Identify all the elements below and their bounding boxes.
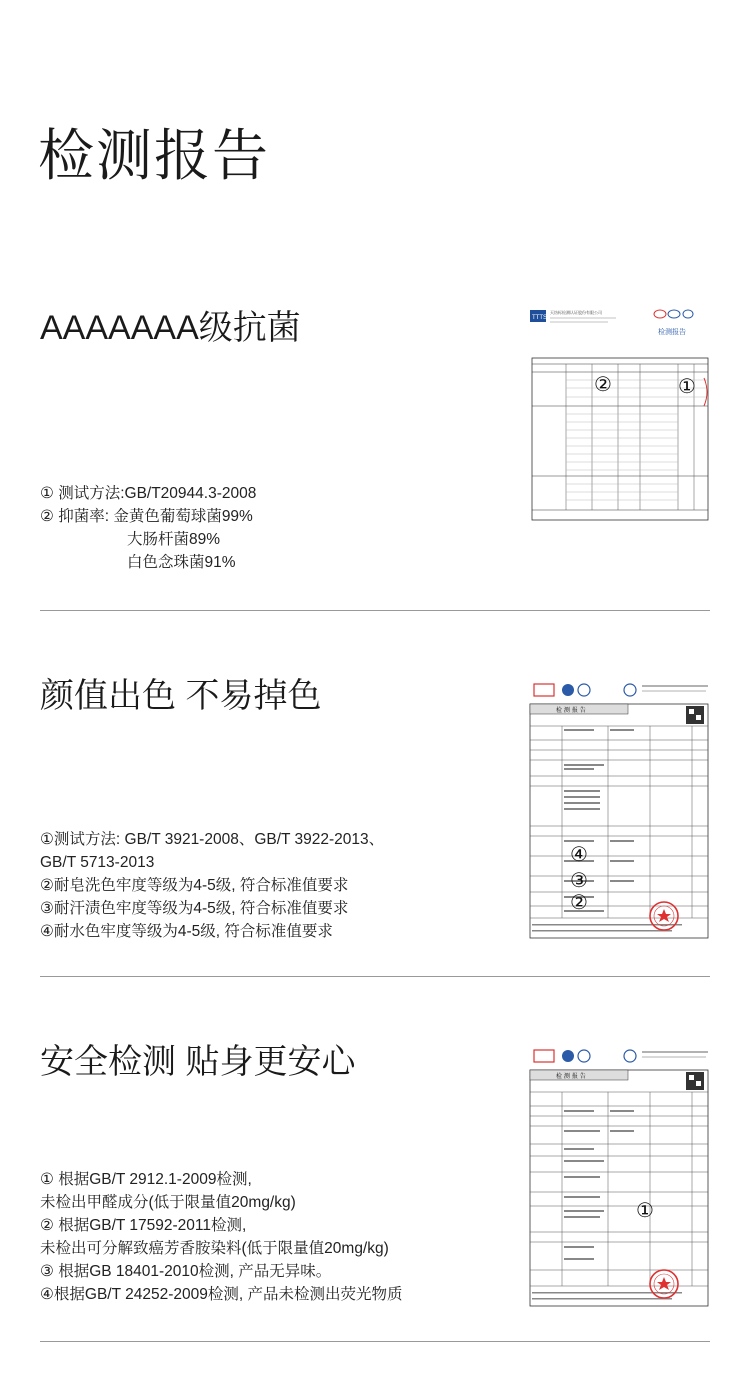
report-org-text: 天纺标检测认证股份有限公司 — [550, 310, 602, 315]
note-line: 未检出可分解致癌芳香胺染料(低于限量值20mg/kg) — [40, 1240, 389, 1257]
section-divider — [40, 1341, 710, 1342]
note-line: 大肠杆菌89% — [127, 531, 221, 548]
page-title: 检测报告 — [38, 124, 270, 187]
note-line: ③ 根据GB 18401-2010检测, 产品无异味。 — [40, 1263, 332, 1280]
test-report-image-antibacterial — [528, 300, 710, 525]
report-marker: ② — [570, 890, 588, 914]
section-antibacterial-title: AAAAAAA级抗菌 — [40, 309, 301, 347]
note-line: ① 根据GB/T 2912.1-2009检测, — [40, 1171, 252, 1188]
note-line: ② 抑菌率: 金黄色葡萄球菌99% — [40, 508, 253, 525]
note-line: ③耐汗渍色牢度等级为4-5级, 符合标准值要求 — [40, 900, 349, 917]
section-safety-notes — [40, 1168, 402, 1306]
note-line: GB/T 5713-2013 — [40, 854, 155, 871]
test-report-image-safety — [528, 1046, 710, 1308]
report-marker: ① — [678, 374, 696, 398]
report-title-text: 检测报告 — [658, 328, 686, 336]
section-safety-title: 安全检测 贴身更安心 — [40, 1043, 356, 1081]
section-divider — [40, 976, 710, 977]
section-divider — [40, 610, 710, 611]
note-line: ① 测试方法:GB/T20944.3-2008 — [40, 485, 257, 502]
note-line: ④根据GB/T 24252-2009检测, 产品未检测出荧光物质 — [40, 1286, 403, 1303]
section-colorfast-title: 颜值出色 不易掉色 — [40, 677, 322, 715]
test-report-image-colorfast — [528, 680, 710, 940]
note-line: ①测试方法: GB/T 3921-2008、GB/T 3922-2013、 — [40, 831, 385, 848]
report-title-text: 检 测 报 告 — [556, 1073, 586, 1080]
report-logo-text: TTTS — [532, 315, 547, 321]
note-line: 白色念珠菌91% — [127, 554, 236, 571]
note-line: 未检出甲醛成分(低于限量值20mg/kg) — [40, 1194, 296, 1211]
report-marker: ② — [594, 372, 612, 396]
note-line: ② 根据GB/T 17592-2011检测, — [40, 1217, 247, 1234]
note-line: ②耐皂洗色牢度等级为4-5级, 符合标准值要求 — [40, 877, 349, 894]
note-line: ④耐水色牢度等级为4-5级, 符合标准值要求 — [40, 923, 333, 940]
report-title-text: 检 测 报 告 — [556, 707, 586, 714]
section-colorfast-notes — [40, 828, 384, 943]
section-antibacterial-notes — [40, 482, 256, 574]
report-marker: ③ — [570, 868, 588, 892]
report-marker: ① — [636, 1198, 654, 1222]
report-marker: ④ — [570, 842, 588, 866]
